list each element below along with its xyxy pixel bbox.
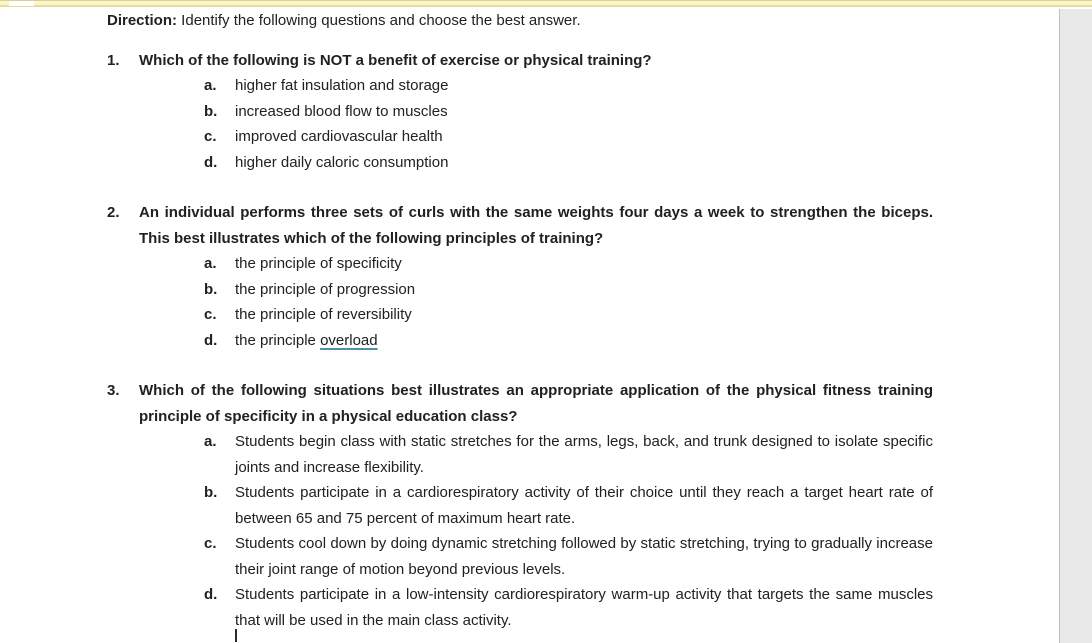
- option-text-prefix: the principle: [235, 331, 321, 349]
- text-cursor: [235, 629, 237, 642]
- option-letter: d.: [204, 331, 218, 349]
- right-scrollbar-track[interactable]: [1059, 9, 1092, 643]
- option-text: the principle of specificity: [235, 255, 402, 272]
- question-1: [107, 48, 933, 176]
- question-1-option-d: [107, 150, 933, 176]
- highlight-bar: [0, 0, 1092, 7]
- option-text: higher fat insulation and storage: [235, 77, 449, 94]
- question-text: An individual performs three sets of curls with the same weights four days a week to strengthen the biceps. This best illustrates which of the following principles of training?: [139, 204, 933, 247]
- question-3-option-d: [107, 582, 933, 633]
- direction-label: Direction:: [107, 12, 178, 29]
- option-text: increased blood flow to muscles: [235, 102, 448, 120]
- question-1-option-c: [107, 124, 933, 150]
- option-letter: d.: [204, 153, 218, 171]
- question-1-option-b: [107, 99, 933, 125]
- question-number: 3.: [107, 382, 120, 399]
- question-2-option-c: [107, 302, 933, 328]
- option-text: Students participate in a cardiorespiratory activity of their choice until they reach a target heart rate of between 65 and 75 percent of maximum heart rate.: [235, 484, 933, 527]
- question-1-option-a: [107, 73, 933, 99]
- question-2-option-b: [107, 277, 933, 303]
- question-number: 2.: [107, 204, 120, 221]
- option-text: Students begin class with static stretches for the arms, legs, back, and trunk designed to isolate specific joints and increase flexibility.: [235, 433, 933, 476]
- option-text: higher daily caloric consumption: [235, 153, 449, 171]
- question-2-option-d: [107, 328, 933, 354]
- option-text: Students participate in a low-intensity cardiorespiratory warm-up activity that targets the same muscles that will be used in the main class activity.: [235, 586, 933, 629]
- question-3-option-b: [107, 480, 933, 531]
- option-text: improved cardiovascular health: [235, 128, 443, 145]
- question-text: Which of the following situations best illustrates an appropriate application of the physical fitness training principle of specificity in a physical education class?: [139, 382, 933, 425]
- question-number: 1.: [107, 51, 120, 69]
- question-2-option-a: [107, 251, 933, 277]
- highlight-bar-notch: [9, 1, 34, 6]
- question-2: [107, 200, 933, 353]
- question-1-heading: [107, 48, 933, 74]
- option-text: the principle of reversibility: [235, 306, 412, 323]
- option-letter: c.: [204, 128, 217, 145]
- option-text: Students cool down by doing dynamic stretching followed by static stretching, trying to gradually increase their joint range of motion beyond previous levels.: [235, 535, 933, 578]
- option-letter: a.: [204, 77, 217, 94]
- option-letter: b.: [204, 102, 218, 120]
- option-text: the principle of progression: [235, 280, 416, 298]
- option-letter: a.: [204, 433, 217, 450]
- question-3: [107, 378, 933, 633]
- question-3-option-a: [107, 429, 933, 480]
- direction-line: [107, 8, 933, 34]
- direction-text: Identify the following questions and choose the best answer.: [177, 12, 581, 29]
- option-text: [235, 328, 933, 354]
- option-letter: b.: [204, 280, 218, 298]
- document-page[interactable]: [107, 8, 933, 633]
- question-3-heading: [107, 378, 933, 429]
- option-letter: b.: [204, 484, 218, 501]
- option-letter: c.: [204, 306, 217, 323]
- option-letter: d.: [204, 586, 218, 603]
- question-3-option-c: [107, 531, 933, 582]
- option-letter: a.: [204, 255, 217, 272]
- question-text: Which of the following is NOT a benefit of exercise or physical training?: [139, 51, 652, 69]
- underlined-word: overload: [320, 331, 378, 349]
- option-letter: c.: [204, 535, 217, 552]
- question-2-heading: [107, 200, 933, 251]
